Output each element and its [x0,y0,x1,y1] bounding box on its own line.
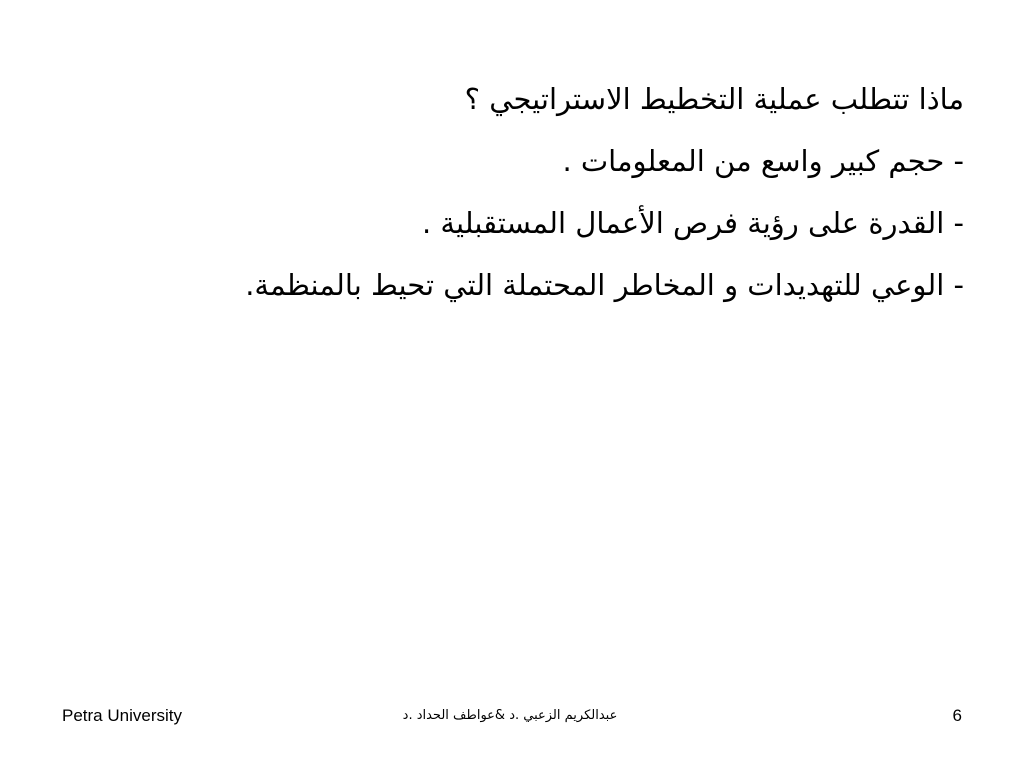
slide-heading: ماذا تتطلب عملية التخطيط الاستراتيجي ؟ [464,82,964,116]
bullet-line-3: - الوعي للتهديدات و المخاطر المحتملة التي تحيط بالمنظمة. [245,268,964,302]
footer-page-number: 6 [952,706,962,725]
bullet-line-2: - القدرة على رؤية فرص الأعمال المستقبلية . [422,206,964,240]
footer-university: Petra University [62,706,182,725]
slide-body [44,68,964,316]
footer-authors: عبدالكريم الزعبي .د &عواطف الحداد .د [402,708,618,723]
bullet-line-1: - حجم كبير واسع من المعلومات . [562,144,964,178]
